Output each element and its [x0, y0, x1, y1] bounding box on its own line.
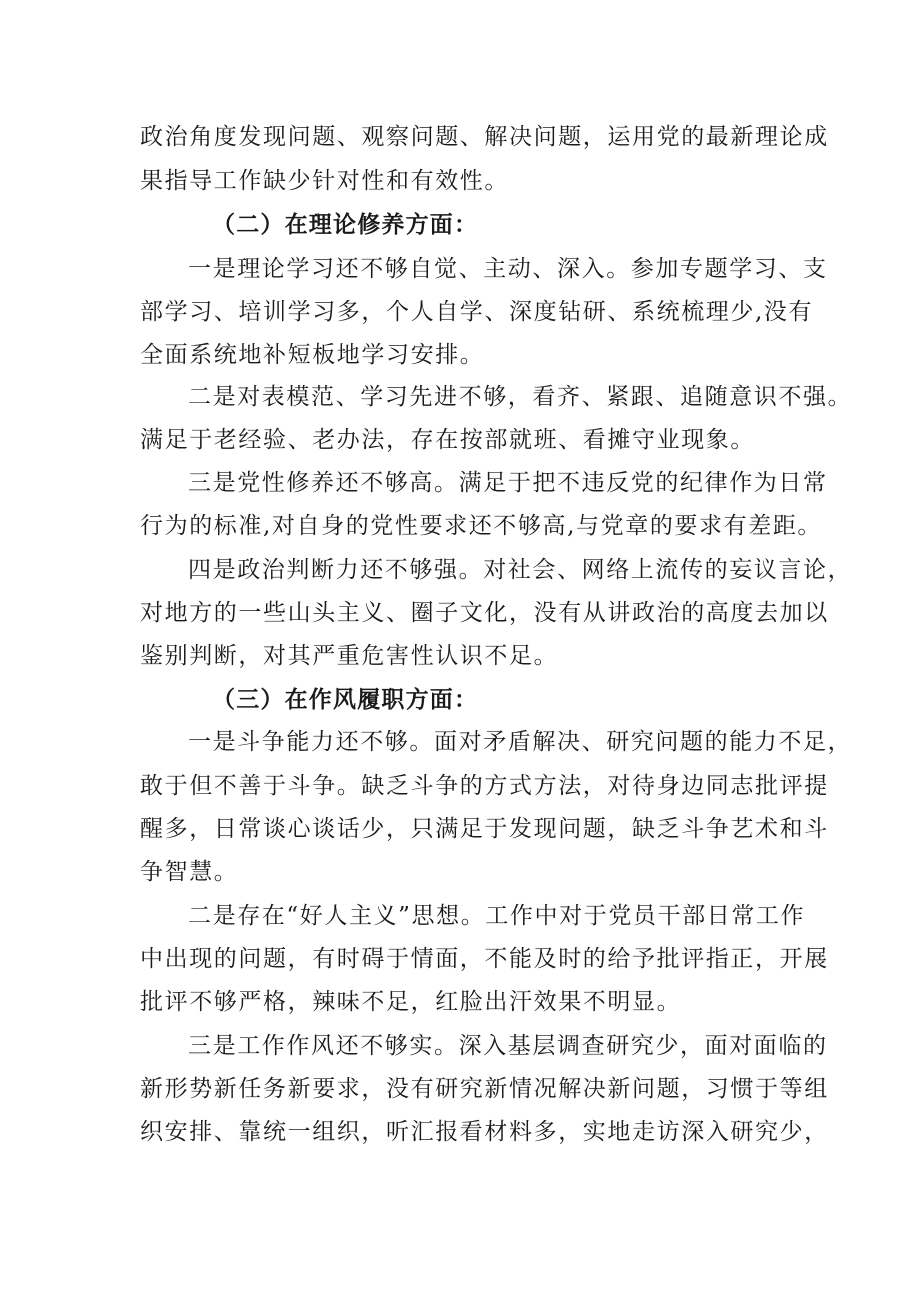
- paragraph-line: 四是政治判断力还不够强。对社会、网络上流传的妄议言论，: [188, 557, 853, 583]
- paragraph-line: 三是党性修养还不够高。满足于把不违反党的纪律作为日常: [188, 470, 828, 496]
- paragraph-line: 织安排、靠统一组织，听汇报看材料多，实地走访深入研究少，: [140, 1119, 829, 1145]
- paragraph-line: 醒多，日常谈心谈话少，只满足于发现问题，缺乏斗争艺术和斗: [140, 816, 829, 842]
- paragraph-line: 全面系统地补短板地学习安排。: [140, 342, 485, 368]
- paragraph-line: 一是斗争能力还不够。面对矛盾解决、研究问题的能力不足，: [188, 729, 853, 755]
- paragraph-line: 行为的标准,对自身的党性要求还不够高,与党章的要求有差距。: [140, 513, 823, 539]
- paragraph-line: 争智慧。: [140, 859, 239, 885]
- paragraph-line: 果指导工作缺少针对性和有效性。: [140, 168, 509, 194]
- paragraph-line: 三是工作作风还不够实。深入基层调查研究少，面对面临的: [188, 1033, 828, 1059]
- section-heading: （三）在作风履职方面：: [212, 687, 479, 713]
- paragraph-line: 一是理论学习还不够自觉、主动、深入。参加专题学习、支: [188, 256, 828, 282]
- paragraph-line: 敢于但不善于斗争。缺乏斗争的方式方法，对待身边同志批评提: [140, 773, 829, 799]
- paragraph-line: 二是存在“好人主义”思想。工作中对于党员干部日常工作: [188, 903, 806, 929]
- paragraph-line: 新形势新任务新要求，没有研究新情况解决新问题，习惯于等组: [140, 1076, 829, 1102]
- paragraph-line: 部学习、培训学习多，个人自学、深度钻研、系统梳理少,没有: [140, 299, 814, 325]
- paragraph-line: 对地方的一些山头主义、圈子文化，没有从讲政治的高度去加以: [140, 600, 829, 626]
- paragraph-line: 政治角度发现问题、观察问题、解决问题，运用党的最新理论成: [140, 124, 829, 150]
- paragraph-line: 满足于老经验、老办法，存在按部就班、看摊守业现象。: [140, 427, 755, 453]
- paragraph-line: 鉴别判断，对其严重危害性认识不足。: [140, 643, 559, 669]
- paragraph-line: 二是对表模范、学习先进不够，看齐、紧跟、追随意识不强。: [188, 384, 853, 410]
- paragraph-line: 批评不够严格，辣味不足，红脸出汗效果不明显。: [140, 989, 682, 1015]
- paragraph-line: 中出现的问题，有时碍于情面，不能及时的给予批评指正，开展: [140, 946, 829, 972]
- section-heading: （二）在理论修养方面：: [212, 212, 479, 238]
